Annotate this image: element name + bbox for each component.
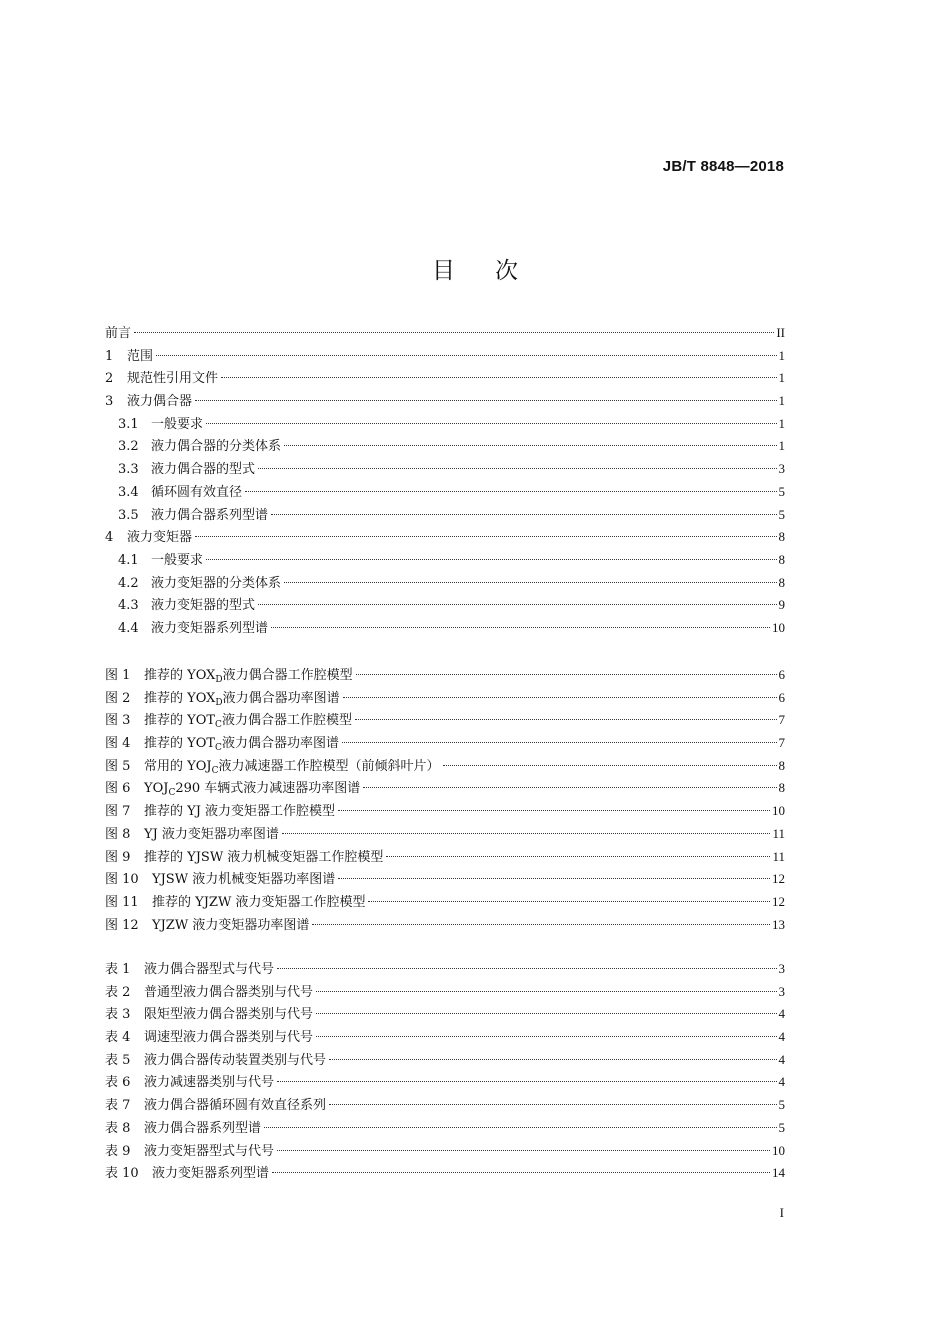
page-number: 4	[778, 1051, 785, 1067]
figure-entry	[105, 664, 785, 687]
entry-label: 液力偶合器系列型谱	[151, 507, 269, 523]
label-text: 常用的 YOJ	[144, 758, 212, 774]
entry-number: 4.3	[118, 598, 139, 614]
page-number: 1	[778, 415, 785, 431]
dot-leader	[355, 719, 777, 720]
figure-entry	[105, 800, 785, 823]
table-entry	[105, 981, 785, 1004]
entry-number: 表 5	[105, 1052, 131, 1068]
entry-number: 表 3	[105, 1007, 131, 1023]
page-number: 10	[772, 1142, 785, 1158]
entry-label: 液力偶合器循环圆有效直径系列	[144, 1098, 327, 1114]
dot-leader	[316, 1013, 776, 1014]
dot-leader	[264, 1127, 776, 1128]
dot-leader	[134, 332, 774, 333]
page-number: 3	[778, 961, 785, 976]
page-number: 4	[778, 1006, 785, 1022]
entry-number: 图 6	[105, 781, 131, 797]
page-number: 5	[778, 483, 785, 499]
entry-number: 表 1	[105, 962, 131, 977]
label-text: 推荐的 YOX	[144, 668, 216, 683]
entry-label: 液力偶合器系列型谱	[144, 1120, 262, 1136]
toc-tables	[105, 958, 785, 1185]
entry-label: 液力变矩器系列型谱	[152, 1166, 270, 1182]
entry-number: 4	[105, 530, 114, 546]
page-number: 12	[772, 893, 785, 909]
entry-label	[152, 869, 335, 892]
dot-leader	[338, 878, 770, 879]
dot-leader	[277, 1081, 776, 1082]
label-text: 液力偶合器功率图谱	[222, 690, 340, 706]
dot-leader	[245, 491, 776, 492]
page-number: 8	[778, 780, 785, 796]
entry-label: 液力变矩器的分类体系	[151, 575, 282, 591]
dot-leader	[368, 901, 770, 902]
toc-entry	[105, 435, 785, 458]
dot-leader	[443, 765, 777, 766]
entry-label: 普通型液力偶合器类别与代号	[144, 984, 314, 1000]
label-subscript: D	[215, 697, 223, 708]
dot-leader	[272, 1172, 770, 1173]
page-number: 4	[778, 1029, 785, 1045]
toc-entry	[105, 594, 785, 617]
entry-label: 限矩型液力偶合器类别与代号	[144, 1007, 314, 1023]
label-text: 液力偶合器功率图谱	[221, 736, 339, 752]
label-text: YJZW 液力变矩器功率图谱	[152, 917, 310, 933]
toc-entry	[105, 345, 785, 368]
entry-number: 表 7	[105, 1098, 131, 1114]
dot-leader	[282, 833, 771, 834]
page-number: 11	[772, 825, 785, 841]
label-text: 推荐的 YOT	[144, 736, 216, 752]
toc-entry	[105, 390, 785, 413]
entry-label	[152, 915, 309, 938]
figure-entry	[105, 709, 785, 732]
entry-number: 表 10	[105, 1166, 139, 1182]
page-number: 13	[772, 916, 785, 932]
table-entry	[105, 1140, 785, 1163]
entry-number: 图 10	[105, 872, 139, 888]
entry-number: 表 4	[105, 1030, 131, 1046]
entry-label: 规范性引用文件	[127, 371, 219, 387]
entry-label: 液力偶合器型式与代号	[144, 962, 275, 977]
dot-leader	[277, 1150, 770, 1151]
entry-label	[144, 801, 335, 824]
dot-leader	[284, 582, 776, 583]
entry-label: 液力变矩器型式与代号	[144, 1143, 275, 1159]
figure-entry	[105, 891, 785, 914]
entry-label: 调速型液力偶合器类别与代号	[144, 1030, 314, 1046]
dot-leader	[258, 468, 776, 469]
dot-leader	[206, 559, 776, 560]
dot-leader	[356, 674, 777, 675]
entry-label: 液力偶合器	[127, 394, 193, 410]
toc-entry	[105, 504, 785, 527]
entry-number: 表 2	[105, 984, 131, 1000]
entry-number: 图 2	[105, 690, 131, 706]
page-number: 10	[772, 803, 785, 819]
label-text: 推荐的 YOX	[144, 690, 216, 706]
page-number: 5	[778, 1119, 785, 1135]
page-number: 10	[772, 619, 785, 635]
page-number: 7	[778, 712, 785, 728]
entry-number: 图 1	[105, 668, 131, 683]
page-number: 1	[778, 438, 785, 454]
table-entry	[105, 1003, 785, 1026]
entry-label: 液力变矩器系列型谱	[151, 620, 269, 636]
dot-leader	[271, 514, 776, 515]
label-text: 推荐的 YJ 液力变矩器工作腔模型	[144, 804, 336, 820]
page-title: 目次	[432, 258, 558, 284]
entry-label	[144, 824, 279, 847]
dot-leader	[156, 355, 776, 356]
page-number: 9	[778, 597, 785, 613]
entry-label: 一般要求	[151, 416, 204, 432]
toc-entry	[105, 572, 785, 595]
entry-number: 4.2	[118, 575, 139, 591]
table-entry	[105, 1049, 785, 1072]
page-number: 6	[778, 689, 785, 705]
table-entry	[105, 958, 785, 981]
dot-leader	[195, 400, 776, 401]
toc-entry	[105, 549, 785, 572]
page-number: 3	[778, 983, 785, 999]
entry-label: 范围	[127, 348, 154, 364]
entry-number: 表 6	[105, 1075, 131, 1091]
toc-entry	[105, 526, 785, 549]
entry-number: 3	[105, 394, 114, 410]
entry-number: 图 3	[105, 713, 131, 729]
figure-entry	[105, 846, 785, 869]
toc-figures	[105, 664, 785, 936]
entry-label: 前言	[105, 326, 132, 341]
page-number: 7	[778, 735, 785, 751]
toc-entry	[105, 617, 785, 640]
entry-label: 一般要求	[151, 552, 204, 568]
entry-number: 3.1	[118, 416, 139, 432]
table-entry	[105, 1071, 785, 1094]
label-text: YOJ	[144, 781, 169, 797]
entry-number: 4.4	[118, 620, 139, 636]
entry-number: 2	[105, 371, 114, 387]
page-number: II	[776, 325, 785, 340]
figure-entry	[105, 755, 785, 778]
dot-leader	[316, 1036, 776, 1037]
entry-label: 液力偶合器的型式	[151, 462, 256, 478]
table-entry	[105, 1026, 785, 1049]
dot-leader	[277, 968, 776, 969]
page-number: 8	[778, 551, 785, 567]
page-number: 5	[778, 1097, 785, 1113]
dot-leader	[386, 856, 770, 857]
figure-entry	[105, 687, 785, 710]
entry-number: 图 7	[105, 804, 131, 820]
dot-leader	[258, 604, 776, 605]
label-text: 液力偶合器工作腔模型	[221, 713, 352, 729]
entry-number: 图 11	[105, 894, 139, 910]
toc-entry	[105, 458, 785, 481]
label-text: 推荐的 YOT	[144, 713, 216, 729]
page-number: 11	[772, 848, 785, 864]
dot-leader	[271, 627, 770, 628]
page-number: 4	[778, 1074, 785, 1090]
entry-number: 图 4	[105, 736, 131, 752]
page-number: 1	[778, 370, 785, 386]
table-entry	[105, 1094, 785, 1117]
dot-leader	[342, 742, 777, 743]
page-number: 1	[778, 347, 785, 363]
toc-entry	[105, 481, 785, 504]
table-entry	[105, 1117, 785, 1140]
entry-number: 图 5	[105, 758, 131, 774]
entry-number: 表 9	[105, 1143, 131, 1159]
entry-number: 图 12	[105, 917, 139, 933]
dot-leader	[343, 697, 777, 698]
standard-code: JB/T 8848—2018	[662, 158, 784, 175]
entry-label	[152, 892, 365, 915]
label-text: 290 车辆式液力减速器功率图谱	[175, 781, 361, 797]
dot-leader	[363, 787, 776, 788]
dot-leader	[316, 991, 776, 992]
page-folio: I	[779, 1205, 784, 1220]
dot-leader	[221, 377, 776, 378]
entry-number: 3.3	[118, 462, 139, 478]
entry-number: 3.5	[118, 507, 139, 523]
dot-leader	[312, 924, 770, 925]
dot-leader	[206, 423, 776, 424]
page-number: 1	[778, 393, 785, 409]
label-text: YJSW 液力机械变矩器功率图谱	[152, 872, 336, 888]
page-number: 3	[778, 461, 785, 477]
label-subscript: C	[168, 788, 176, 799]
page-number: 8	[778, 529, 785, 545]
dot-leader	[338, 810, 770, 811]
toc-entry	[105, 413, 785, 436]
dot-leader	[284, 445, 776, 446]
label-text: YJ 液力变矩器功率图谱	[144, 826, 279, 842]
label-subscript: C	[215, 743, 222, 754]
figure-entry	[105, 732, 785, 755]
entry-label: 液力变矩器的型式	[151, 598, 256, 614]
page-number: 12	[772, 871, 785, 887]
toc-sections	[105, 322, 785, 640]
entry-label: 循环圆有效直径	[151, 484, 243, 500]
figure-entry	[105, 868, 785, 891]
entry-label: 液力偶合器的分类体系	[151, 439, 282, 455]
entry-number: 4.1	[118, 552, 139, 568]
entry-label: 液力变矩器	[127, 530, 193, 546]
entry-number: 3.4	[118, 484, 139, 500]
label-text: 推荐的 YJSW 液力机械变矩器工作腔模型	[144, 849, 384, 865]
page-number: 14	[772, 1165, 785, 1181]
label-text: 推荐的 YJZW 液力变矩器工作腔模型	[152, 894, 366, 910]
entry-number: 图 9	[105, 849, 131, 865]
figure-entry	[105, 914, 785, 937]
label-subscript: C	[211, 765, 219, 776]
label-subscript: C	[215, 720, 222, 731]
entry-label: 液力减速器类别与代号	[144, 1075, 275, 1091]
dot-leader	[195, 536, 776, 537]
label-subscript: D	[215, 675, 223, 685]
entry-number: 1	[105, 348, 114, 364]
label-text: 液力减速器工作腔模型（前倾斜叶片）	[218, 758, 440, 774]
label-text: 液力偶合器工作腔模型	[222, 668, 353, 683]
entry-number: 3.2	[118, 439, 139, 455]
table-entry	[105, 1162, 785, 1185]
figure-entry	[105, 823, 785, 846]
entry-number: 表 8	[105, 1120, 131, 1136]
page-number: 5	[778, 506, 785, 522]
toc-entry	[105, 322, 785, 345]
page-number: 8	[778, 757, 785, 773]
page-number: 8	[778, 574, 785, 590]
entry-label: 液力偶合器传动装置类别与代号	[144, 1052, 327, 1068]
entry-label	[144, 847, 383, 870]
entry-number: 图 8	[105, 826, 131, 842]
dot-leader	[329, 1059, 776, 1060]
page-number: 6	[778, 667, 785, 682]
toc-entry	[105, 367, 785, 390]
figure-entry	[105, 777, 785, 800]
dot-leader	[329, 1104, 776, 1105]
